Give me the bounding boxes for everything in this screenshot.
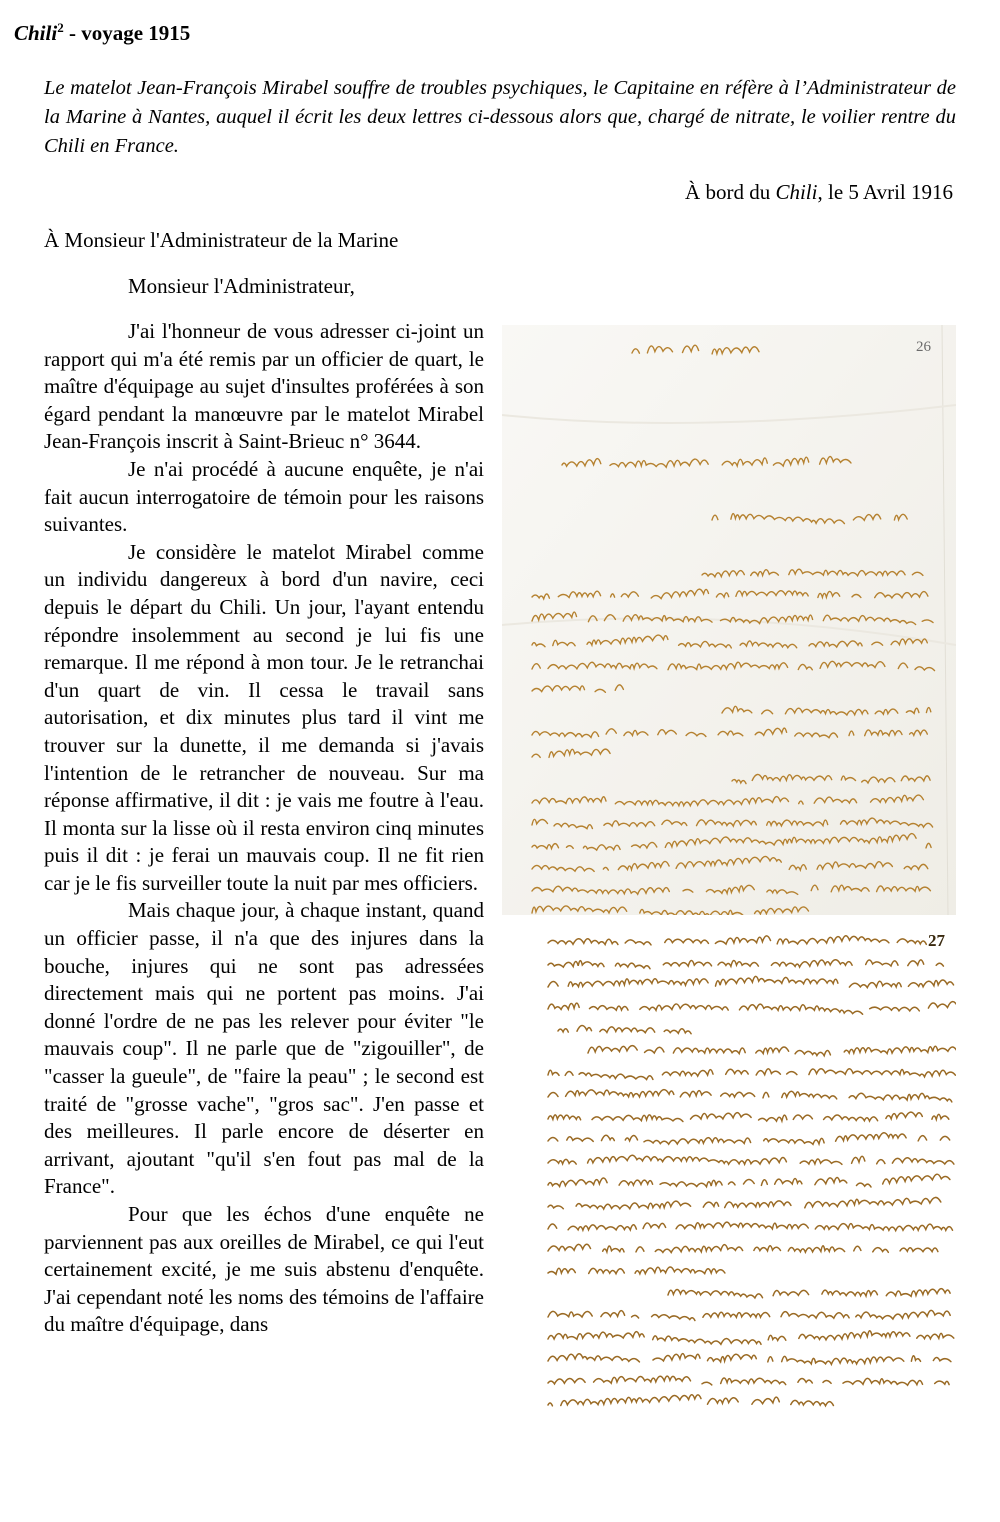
letter-salutation: Monsieur l'Administrateur, [128,274,355,298]
letter-paragraph-1: J'ai l'honneur de vous adresser ci-joint un rapport qui m'a été remis par un officier de quart, le maître d'équipage au sujet d'insultes proférées à son égard pendant la manœuvre par le matelot Mirabel Jean-François inscrit à Saint-Brieuc n° 3644. [44,319,484,454]
dateline-suffix: , le 5 Avril 1916 [817,180,953,204]
manuscript-scan-page-26 [502,325,956,915]
dateline-prefix: À bord du [685,180,776,204]
letter-paragraph-2: Je n'ai procédé à aucune enquête, je n'ai fait aucun interrogatoire de témoin pour les raisons suivantes. [44,456,484,537]
page-header [14,20,190,46]
intro-paragraph: Le matelot Jean-François Mirabel souffre de troubles psychiques, le Capitaine en réfère à l’Administrateur de la Marine à Nantes, auquel il écrit les deux lettres ci-dessous alors que, chargé de nitrate, le voilier rentre du Chili en France. [44,77,956,157]
scan-folio-26: 26 [916,339,931,355]
dateline-ship: Chili [775,180,818,204]
manuscript-scan-page-27 [528,925,956,1430]
scan-folio-27: 27 [928,931,945,950]
letter-paragraph-3: Je considère le matelot Mirabel comme un individu dangereux à bord d'un navire, ceci depuis le départ du Chili. Un jour, l'ayant entendu répondre insolemment au second je lui fis une remarque. Il me répond à mon tour. Je le retranchai d'un quart de vin. Il cessa le travail sans autorisation, et dix minutes plus tard il vint me trouver sur la dunette, il me demanda si j'avais l'intention de le retrancher de nouveau. Sur ma réponse affirmative, il dit : je vais me foutre à l'eau. Il monta sur la lisse où il resta environ cinq minutes puis il dit : je ferai un mauvais coup. Il ne fit rien car je le fis surveiller toute la nuit par mes officiers. [44,539,484,895]
letter-paragraph-4: Mais chaque jour, à chaque instant, quand un officier passe, il n'a que des injures dans la bouche, injures qui ne sont pas adressées directement mais qui ne portent pas moins. J'ai donné l'ordre de ne pas les relever pour éviter "le mauvais coup". Il ne parle que de "zigouiller", de "casser la gueule", de "faire la peau" ; le second est traité de "grosse vache", "gros sac". J'en passe et des meilleures. Il parle encore de déserter en arrivant, ajoutant "qu'il s'en fout pas mal de la France". [44,898,484,1199]
header-ship-name: Chili [14,21,58,45]
header-voyage: - voyage 1915 [63,21,191,45]
manuscript-scan-page-26-image [502,325,956,915]
letter-body [44,318,484,1339]
dateline [685,180,953,205]
letter-address: À Monsieur l'Administrateur de la Marine [44,228,399,252]
letter-paragraph-5: Pour que les échos d'une enquête ne parviennent pas aux oreilles de Mirabel, ce qui l'eut certainement excité, je me suis abstenu d'enquête. J'ai cependant noté les noms des témoins de l'affaire du maître d'équipage, dans [44,1202,484,1337]
manuscript-scan-page-27-image [528,925,956,1430]
header-superscript: 2 [57,20,64,35]
